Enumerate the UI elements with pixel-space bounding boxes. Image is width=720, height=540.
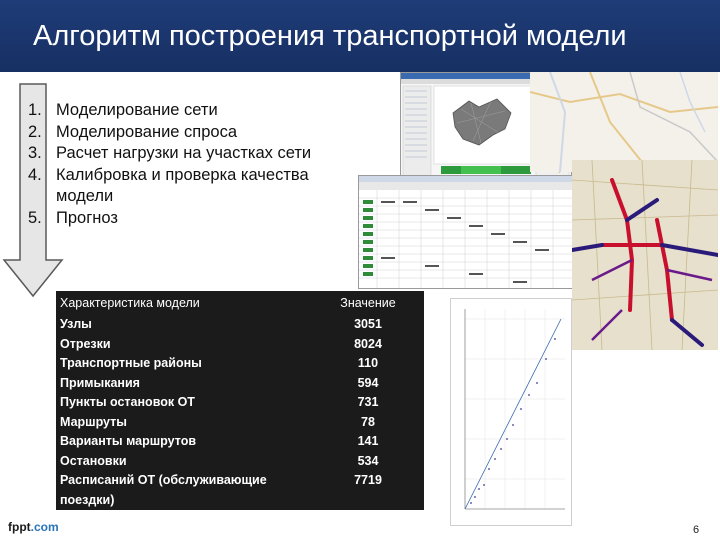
table-cell-label: Варианты маршрутов bbox=[60, 434, 197, 448]
model-characteristics-table bbox=[56, 291, 424, 510]
table-header-value: Значение bbox=[340, 296, 396, 310]
table-cell-value: 3051 bbox=[354, 317, 382, 331]
footer-logo bbox=[8, 520, 59, 534]
table-cell-value: 731 bbox=[357, 395, 379, 409]
table-cell-value: 141 bbox=[357, 434, 379, 448]
step-text: Моделирование спроса bbox=[56, 122, 238, 141]
step-text: Расчет нагрузки на участках сети bbox=[56, 144, 312, 162]
city-map-graphic bbox=[572, 160, 718, 350]
table-cell-label: Отрезки bbox=[60, 336, 111, 351]
table-cell-value: 110 bbox=[357, 356, 379, 370]
step-item bbox=[28, 122, 356, 144]
step-text: Прогноз bbox=[56, 208, 118, 227]
steps-list bbox=[28, 100, 356, 229]
table-cell-label: Остановки bbox=[60, 453, 127, 468]
data-table-screenshot bbox=[358, 175, 578, 289]
step-number: 4. bbox=[28, 165, 42, 184]
table-cell-value: 7719 bbox=[354, 473, 382, 487]
slide-title: Алгоритм построения транспортной модели bbox=[33, 20, 627, 52]
logo-main-text: fppt bbox=[8, 520, 31, 534]
step-text: Калибровка и проверка качества модели bbox=[56, 165, 309, 205]
table-cell-label: Маршруты bbox=[60, 414, 127, 429]
city-map-screenshot bbox=[572, 160, 718, 350]
table-header-characteristic: Характеристика модели bbox=[60, 296, 200, 310]
table-cell-label: Пункты остановок ОТ bbox=[60, 395, 195, 409]
table-cell-value: 78 bbox=[361, 414, 375, 429]
step-number: 3. bbox=[28, 144, 42, 162]
data-table-graphic bbox=[359, 176, 577, 288]
step-number: 5. bbox=[28, 208, 42, 227]
step-item bbox=[28, 208, 356, 230]
table-cell-label: Расписаний ОТ (обслуживающие поездки) bbox=[60, 473, 267, 507]
road-map-graphic-top bbox=[530, 72, 718, 172]
table-cell-label: Транспортные районы bbox=[60, 356, 202, 370]
step-item bbox=[28, 143, 356, 165]
calibration-chart-graphic bbox=[451, 299, 571, 525]
step-item bbox=[28, 100, 356, 122]
logo-tld-text: .com bbox=[30, 520, 59, 534]
calibration-chart-screenshot bbox=[450, 298, 572, 526]
table-cell-value: 8024 bbox=[354, 336, 382, 351]
title-bar bbox=[0, 0, 720, 72]
table-cell-label: Примыкания bbox=[60, 375, 140, 390]
step-number: 1. bbox=[28, 101, 42, 119]
step-number: 2. bbox=[28, 122, 42, 141]
step-text: Моделирование сети bbox=[56, 101, 218, 119]
step-item bbox=[28, 165, 356, 208]
table-cell-label: Узлы bbox=[60, 317, 92, 331]
road-map-screenshot-top bbox=[530, 72, 718, 172]
table-cell-value: 534 bbox=[357, 453, 379, 468]
table-cell-value: 594 bbox=[357, 375, 379, 390]
page-number: 6 bbox=[693, 524, 700, 536]
